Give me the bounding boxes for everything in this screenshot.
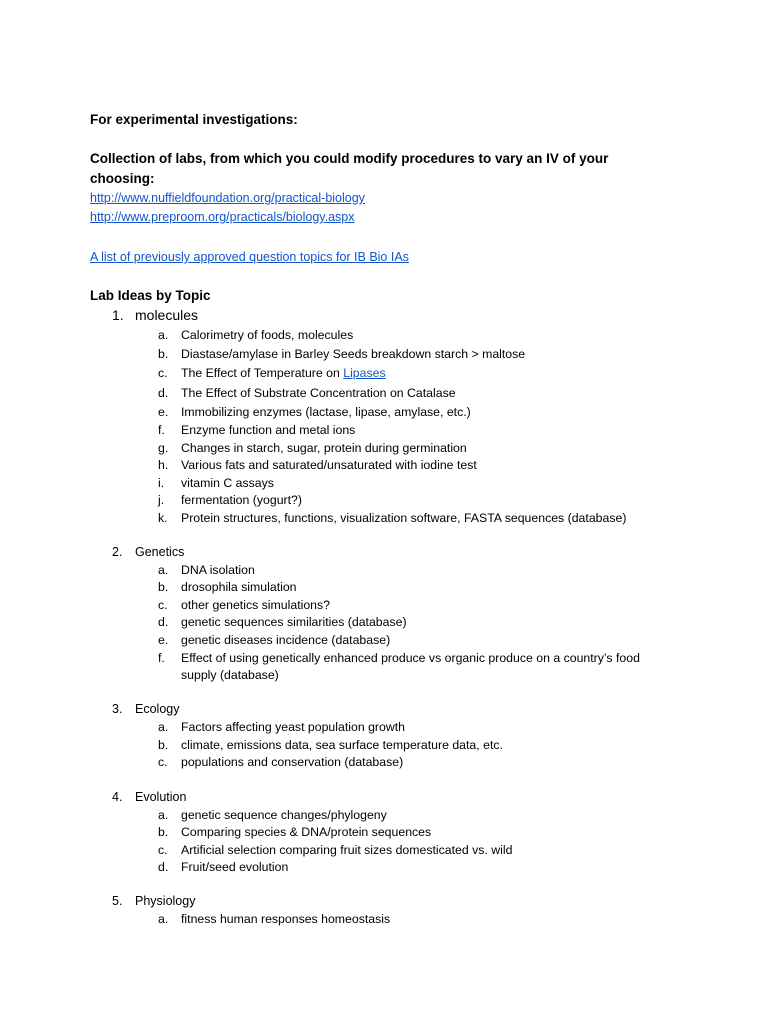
preproom-link[interactable]: http://www.preproom.org/practicals/biology.aspx: [90, 210, 355, 224]
list-item: c. Artificial selection comparing fruit sizes domesticated vs. wild: [158, 843, 513, 857]
topic-number: 1.: [112, 307, 124, 323]
topic-ecology: [112, 700, 179, 718]
list-item-continuation: supply (database): [181, 668, 279, 682]
collection-text-line2: choosing:: [90, 171, 155, 186]
collection-text-line1: Collection of labs, from which you could modify procedures to vary an IV of your: [90, 151, 609, 166]
topic-name: Ecology: [135, 702, 180, 716]
topic-name: Physiology: [135, 894, 196, 908]
list-item: f. Enzyme function and metal ions: [158, 423, 356, 437]
topic-genetics: [112, 543, 184, 561]
list-item: b. climate, emissions data, sea surface temperature data, etc.: [158, 738, 503, 752]
experimental-heading: For experimental investigations:: [90, 112, 298, 127]
lipases-link[interactable]: Lipases: [343, 366, 386, 380]
list-item: a. fitness human responses homeostasis: [158, 912, 391, 926]
list-item: c. populations and conservation (database): [158, 755, 404, 769]
list-item: b. Diastase/amylase in Barley Seeds breakdown starch > maltose: [158, 347, 526, 361]
list-item: e. Immobilizing enzymes (lactase, lipase, amylase, etc.): [158, 405, 471, 419]
topic-physiology: [112, 892, 195, 910]
approved-topics-link[interactable]: A list of previously approved question topics for IB Bio IAs: [90, 250, 409, 264]
topic-evolution: [112, 788, 186, 806]
topic-number: 2.: [112, 545, 123, 559]
list-item: i. vitamin C assays: [158, 476, 274, 490]
list-item: k. Protein structures, functions, visualization software, FASTA sequences (database): [158, 511, 627, 525]
list-item: h. Various fats and saturated/unsaturated with iodine test: [158, 458, 477, 472]
list-item: b. drosophila simulation: [158, 580, 297, 594]
topic-number: 4.: [112, 790, 123, 804]
list-item: e. genetic diseases incidence (database): [158, 633, 391, 647]
list-item: c. The Effect of Temperature on Lipases: [158, 366, 386, 380]
nuffield-link[interactable]: http://www.nuffieldfoundation.org/practical-biology: [90, 191, 365, 205]
list-item: g. Changes in starch, sugar, protein during germination: [158, 441, 467, 455]
list-item: c. other genetics simulations?: [158, 598, 331, 612]
list-item: a. Factors affecting yeast population growth: [158, 720, 405, 734]
list-item: a. DNA isolation: [158, 563, 255, 577]
list-item: d. Fruit/seed evolution: [158, 860, 289, 874]
topic-molecules: [112, 306, 198, 324]
list-item: b. Comparing species & DNA/protein sequences: [158, 825, 432, 839]
topic-number: 3.: [112, 702, 123, 716]
lab-ideas-heading: Lab Ideas by Topic: [90, 288, 211, 303]
list-item: a. genetic sequence changes/phylogeny: [158, 808, 387, 822]
list-item: d. The Effect of Substrate Concentration on Catalase: [158, 386, 456, 400]
list-item: d. genetic sequences similarities (database): [158, 615, 407, 629]
list-item: a. Calorimetry of foods, molecules: [158, 328, 354, 342]
topic-name: Evolution: [135, 790, 187, 804]
topic-name: Genetics: [135, 545, 185, 559]
list-item: f. Effect of using genetically enhanced produce vs organic produce on a country’s food: [158, 651, 640, 665]
topic-number: 5.: [112, 894, 123, 908]
list-item: j. fermentation (yogurt?): [158, 493, 302, 507]
topic-name: molecules: [135, 307, 199, 323]
